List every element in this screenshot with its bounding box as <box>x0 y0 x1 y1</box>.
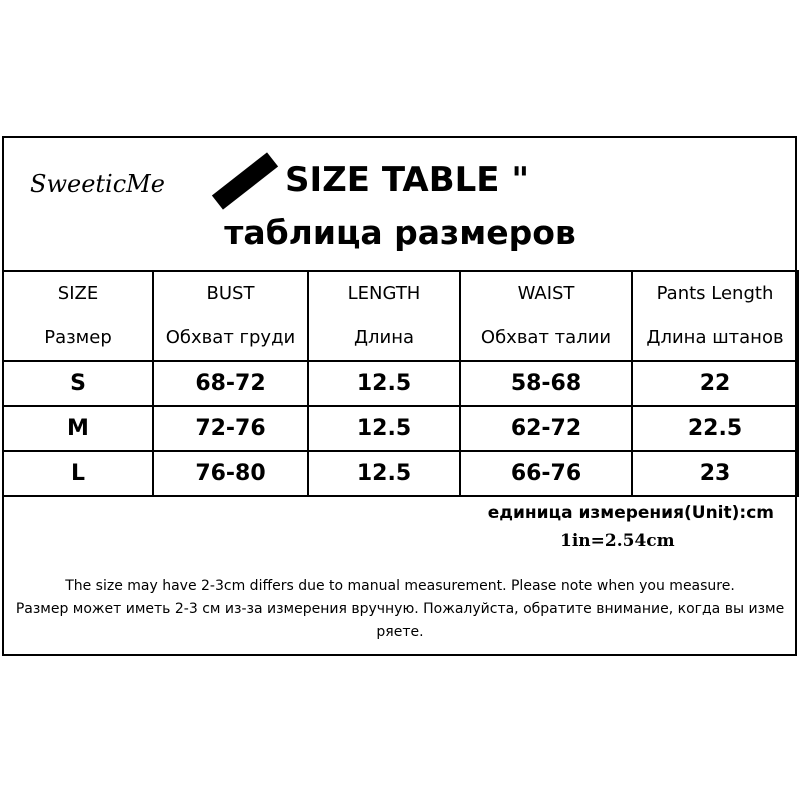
column-header-ru: Размер <box>44 327 112 348</box>
table-cell: 68-72 <box>153 361 308 406</box>
title-english: SIZE TABLE " <box>285 160 530 200</box>
table-cell: 12.5 <box>308 406 460 451</box>
table-cell: 72-76 <box>153 406 308 451</box>
table-cell: 12.5 <box>308 451 460 496</box>
table-header-row <box>3 271 798 361</box>
table-cell: 76-80 <box>153 451 308 496</box>
table-row <box>3 406 798 451</box>
column-header-en: WAIST <box>517 283 575 304</box>
size-table <box>2 270 799 497</box>
table-cell: 66-76 <box>460 451 632 496</box>
table-cell: 22.5 <box>632 406 798 451</box>
inch-conversion-note: 1in=2.54cm <box>560 531 675 551</box>
column-header-ru: Длина <box>353 327 415 348</box>
brand-logo: SweeticMe <box>30 170 165 198</box>
column-header-ru: Длина штанов <box>646 327 784 348</box>
table-cell: 12.5 <box>308 361 460 406</box>
table-cell: S <box>3 361 153 406</box>
column-header-ru: Обхват груди <box>165 327 296 348</box>
column-header-en: BUST <box>206 283 255 304</box>
column-header-en: Pants Length <box>656 283 774 304</box>
measurement-note-ru-cont: ряете. <box>376 624 424 640</box>
measurement-note-en: The size may have 2-3cm differs due to manual measurement. Please note when you measure. <box>65 578 735 594</box>
column-header-pants-length <box>632 271 798 361</box>
column-header-length <box>308 271 460 361</box>
title-russian: таблица размеров <box>224 213 576 252</box>
table-cell: 23 <box>632 451 798 496</box>
column-header-waist <box>460 271 632 361</box>
column-header-bust <box>153 271 308 361</box>
table-row <box>3 361 798 406</box>
table-cell: L <box>3 451 153 496</box>
unit-note: единица измерения(Unit):cm <box>487 503 774 523</box>
column-header-size <box>3 271 153 361</box>
column-header-en: SIZE <box>57 283 99 304</box>
table-cell: 22 <box>632 361 798 406</box>
table-cell: 62-72 <box>460 406 632 451</box>
column-header-ru: Обхват талии <box>480 327 612 348</box>
measurement-note-ru: Размер может иметь 2-3 см из-за измерения вручную. Пожалуйста, обратите внимание, когда вы изме <box>15 601 785 617</box>
table-cell: M <box>3 406 153 451</box>
table-cell: 58-68 <box>460 361 632 406</box>
table-row <box>3 451 798 496</box>
column-header-en: LENGTH <box>347 283 421 304</box>
